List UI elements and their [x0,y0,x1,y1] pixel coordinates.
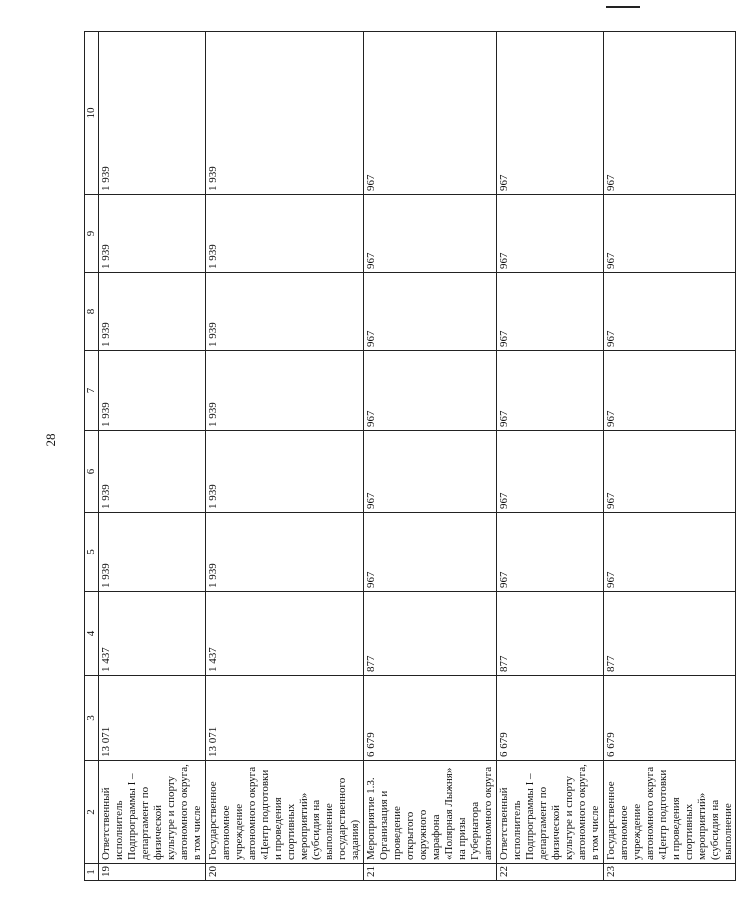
value-cell: 1 939 [98,32,205,195]
header-cell: 4 [85,592,99,676]
header-cell: 10 [85,32,99,195]
value-cell: 1 939 [205,273,364,351]
row-number: 21 [364,864,497,881]
value-cell: 967 [497,273,604,351]
value-cell: 1 437 [98,592,205,676]
corner-mark [606,6,640,8]
header-cell: 8 [85,273,99,351]
value-cell: 967 [364,273,497,351]
value-cell: 967 [497,513,604,592]
table-row [497,32,604,881]
value-cell: 1 437 [205,592,364,676]
header-cell: 1 [85,864,99,881]
value-cell: 6 679 [603,676,736,761]
header-cell: 9 [85,195,99,273]
value-cell: 967 [603,513,736,592]
value-cell: 877 [603,592,736,676]
row-name: Ответственный исполнитель Подпрограммы I – департамент по физической культуре и спорту автономного округа, в том числе [497,761,604,864]
value-cell: 1 939 [205,431,364,513]
row-number: 19 [98,864,205,881]
header-cell: 2 [85,761,99,864]
row-number: 23 [603,864,736,881]
value-cell: 1 939 [98,195,205,273]
value-cell: 967 [603,431,736,513]
row-name: Ответственный исполнитель Подпрограммы I – департамент по физической культуре и спорту автономного округа, в том числе [98,761,205,864]
value-cell: 877 [364,592,497,676]
value-cell: 967 [497,431,604,513]
page-number: 28 [43,433,58,447]
value-cell: 1 939 [205,513,364,592]
value-cell: 967 [603,32,736,195]
value-cell: 6 679 [364,676,497,761]
value-cell: 967 [497,195,604,273]
row-name: Государственное автономное учреждение автономного округа «Центр подготовки и проведения спортивных мероприятий» (субсидия на выполнение государственного задания) [205,761,364,864]
value-cell: 967 [497,32,604,195]
value-cell: 6 679 [497,676,604,761]
value-cell: 967 [364,32,497,195]
table-row [603,32,736,881]
value-cell: 1 939 [98,273,205,351]
value-cell: 1 939 [98,513,205,592]
value-cell: 967 [364,431,497,513]
row-number: 20 [205,864,364,881]
value-cell: 967 [603,351,736,431]
value-cell: 13 071 [205,676,364,761]
header-cell: 7 [85,351,99,431]
value-cell: 1 939 [205,351,364,431]
value-cell: 1 939 [98,431,205,513]
table-row [205,32,364,881]
value-cell: 967 [603,273,736,351]
value-cell: 967 [364,351,497,431]
row-number: 22 [497,864,604,881]
value-cell: 1 939 [205,32,364,195]
table-row [364,32,497,881]
header-cell: 6 [85,431,99,513]
value-cell: 877 [497,592,604,676]
value-cell: 967 [497,351,604,431]
budget-table [84,31,736,881]
header-cell: 5 [85,513,99,592]
value-cell: 1 939 [98,351,205,431]
value-cell: 1 939 [205,195,364,273]
table-row [98,32,205,881]
row-name: Мероприятие 1.3. Организация и проведение открытого окружного марафона «Полярная Лыжня» на призы Губернатора автономного округа [364,761,497,864]
table-header-row [85,32,99,881]
value-cell: 967 [603,195,736,273]
row-name: Государственное автономное учреждение автономного округа «Центр подготовки и проведения спортивных мероприятий» (субсидия на выполнение [603,761,736,864]
value-cell: 967 [364,513,497,592]
value-cell: 13 071 [98,676,205,761]
rotated-table-wrapper [84,32,734,881]
value-cell: 967 [364,195,497,273]
header-cell: 3 [85,676,99,761]
